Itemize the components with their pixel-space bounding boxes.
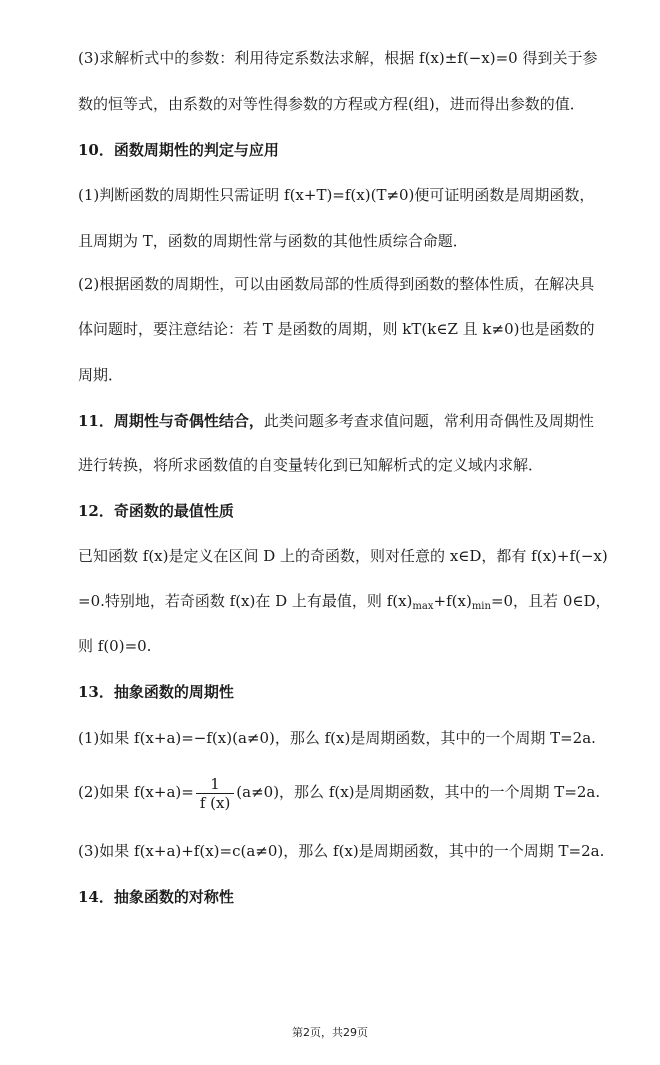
section-10-heading: 10．函数周期性的判定与应用 — [78, 141, 279, 159]
paragraph-10-2-line-3: 周期． — [78, 366, 124, 384]
paragraph-12-text-c: =0，且若 0∈D， — [490, 592, 611, 610]
fraction-denominator: f (x) — [199, 793, 231, 812]
paragraph-10-2-line-2: 体问题时，要注意结论：若 T 是函数的周期，则 kT(k∈Z 且 k≠0)也是函数的 — [78, 320, 595, 338]
paragraph-10-2-line-1: (2)根据函数的周期性，可以由函数局部的性质得到函数的整体性质，在解决具 — [78, 275, 595, 293]
paragraph-12-line-1: 已知函数 f(x)是定义在区间 D 上的奇函数，则对任意的 x∈D，都有 f(x)+f(−x) — [78, 547, 608, 565]
section-11-heading: 11．周期性与奇偶性结合， — [78, 412, 264, 430]
paragraph-12-line-3: 则 f(0)=0. — [78, 637, 152, 655]
paragraph-12-line-2 — [78, 590, 611, 618]
paragraph-3-line-2: 数的恒等式，由系数的对等性得参数的方程或方程(组)，进而得出参数的值． — [78, 95, 585, 113]
fraction — [196, 775, 234, 812]
paragraph-13-2-text-b: (a≠0)，那么 f(x)是周期函数，其中的一个周期 T=2a. — [236, 783, 601, 801]
paragraph-13-3: (3)如果 f(x+a)+f(x)=c(a≠0)，那么 f(x)是周期函数，其中的一个周期 T=2a. — [78, 842, 605, 860]
subscript-min: min — [471, 601, 491, 612]
section-12-heading: 12．奇函数的最值性质 — [78, 502, 234, 520]
paragraph-12-text-a: =0.特别地，若奇函数 f(x)在 D 上有最值，则 f(x) — [78, 592, 413, 610]
paragraph-3-line-1: (3)求解析式中的参数：利用待定系数法求解，根据 f(x)±f(−x)=0 得到关于参 — [78, 49, 598, 67]
fraction-numerator: 1 — [196, 775, 234, 794]
section-11-text: 此类问题多考查求值问题，常利用奇偶性及周期性 — [263, 412, 594, 430]
section-13-heading: 13．抽象函数的周期性 — [78, 683, 234, 701]
paragraph-13-2-text-a: (2)如果 f(x+a)= — [78, 783, 194, 801]
paragraph-12-text-b: +f(x) — [433, 592, 472, 610]
subscript-max: max — [412, 601, 434, 612]
section-11-line-1 — [78, 410, 608, 432]
paragraph-10-1-line-2: 且周期为 T，函数的周期性常与函数的其他性质综合命题． — [78, 232, 468, 250]
paragraph-13-2 — [78, 772, 608, 812]
section-14-heading: 14．抽象函数的对称性 — [78, 888, 234, 906]
paragraph-13-1: (1)如果 f(x+a)=−f(x)(a≠0)，那么 f(x)是周期函数，其中的一个周期 T=2a. — [78, 729, 596, 747]
paragraph-10-1-line-1: (1)判断函数的周期性只需证明 f(x+T)=f(x)(T≠0)便可证明函数是周期函数， — [78, 186, 595, 204]
page-footer: 第2页，共29页 — [292, 1026, 368, 1039]
section-11-line-2: 进行转换，将所求函数值的自变量转化到已知解析式的定义域内求解． — [78, 456, 544, 474]
